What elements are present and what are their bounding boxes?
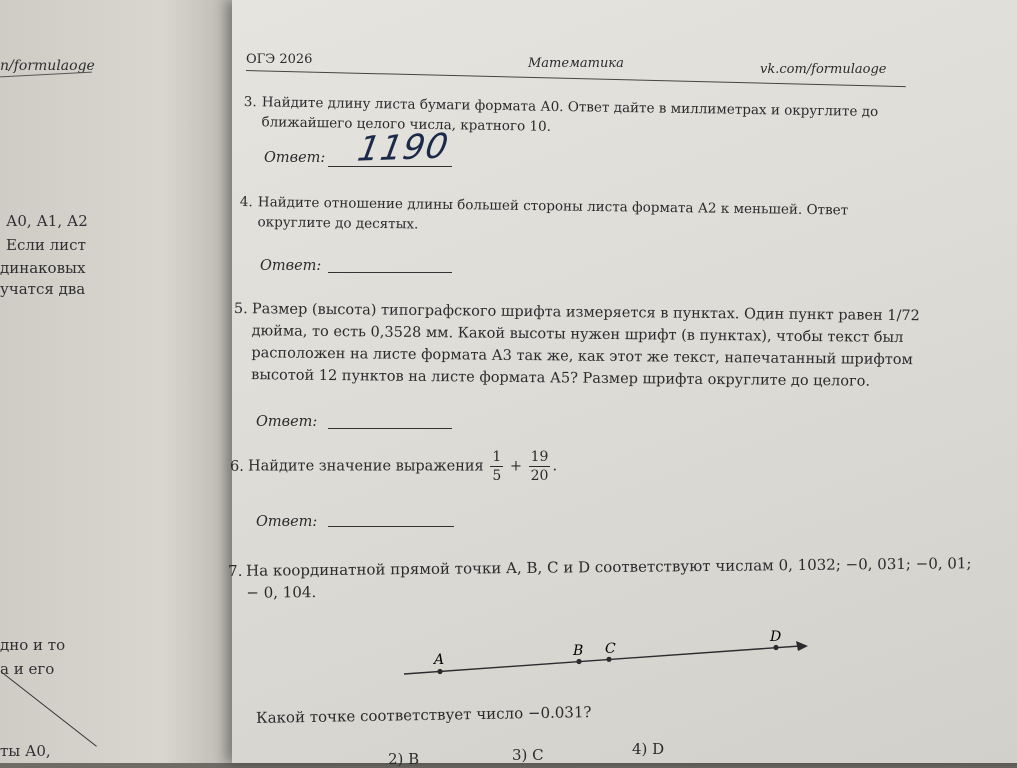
task-7	[228, 552, 972, 604]
task-7-line-1: На координатной прямой точки A, B, C и D соответствуют числам 0, 1032; −0, 031; −0, 01;	[246, 554, 972, 580]
task-7-number: 7.	[228, 561, 243, 580]
point-a-label: A	[434, 652, 445, 668]
task-5-line-4: высотой 12 пунктов на листе формата А5? Размер шрифта округлите до целого.	[251, 367, 871, 390]
point-d-label: D	[770, 630, 782, 645]
left-fragment-5: дно и то	[0, 636, 66, 654]
task-5-number: 5.	[233, 300, 248, 318]
task-7-line-2: − 0, 104.	[246, 583, 317, 602]
task-4-answer-line	[328, 272, 452, 273]
point-c	[606, 657, 611, 662]
left-page	[0, 0, 232, 763]
task-6-answer-line	[328, 526, 454, 527]
point-c-label: C	[605, 641, 616, 657]
point-a	[437, 669, 442, 674]
task-4	[239, 192, 848, 240]
task-3-answer-label: Ответ:	[264, 150, 326, 166]
task-6-text: Найдите значение выражения	[248, 458, 484, 475]
left-fragment-3: динаковых	[0, 259, 86, 277]
task-6-answer-label: Ответ:	[256, 514, 318, 530]
task-3	[243, 92, 878, 142]
fraction-2-denominator: 20	[530, 468, 549, 484]
task-4-number: 4.	[239, 193, 253, 211]
task-3-line-1: Найдите длину листа бумаги формата А0. Ответ дайте в миллиметрах и округлите до	[261, 94, 879, 120]
axis-arrow-icon	[796, 641, 808, 651]
task-4-answer-label: Ответ:	[260, 258, 322, 274]
task-7-question: Какой точке соответствует число −0.031?	[255, 703, 592, 727]
left-fragment-7: ты А0,	[0, 742, 51, 760]
task-3-handwritten-answer: 1190	[354, 126, 453, 170]
coordinate-axis	[404, 646, 800, 674]
task-3-line-2: ближайшего целого числа, кратного 10.	[261, 114, 552, 135]
left-fragment-1: А0, А1, А2	[6, 212, 88, 230]
fraction-2-numerator: 19	[530, 449, 549, 465]
header-subject: Математика	[528, 56, 624, 71]
task-7-option-3: 3) C	[512, 746, 544, 764]
left-page-link: n/formulaoge	[0, 58, 95, 74]
task-6-number: 6.	[230, 458, 244, 475]
point-b-label: B	[573, 643, 584, 659]
task-6-end: .	[552, 458, 558, 475]
task-5-line-3: расположен на листе формата А3 так же, как этот же текст, напечатанный шрифтом	[251, 345, 913, 369]
left-page-slash	[2, 672, 97, 747]
worksheet-page	[228, 0, 1017, 768]
task-5-answer-line	[328, 428, 452, 429]
point-d	[773, 645, 778, 650]
fraction-1-5	[490, 448, 503, 485]
task-3-number: 3.	[243, 93, 257, 111]
left-fragment-4: учатся два	[0, 280, 86, 298]
task-5-answer-label: Ответ:	[256, 414, 318, 430]
header-link: vk.com/formulaoge	[760, 62, 887, 77]
plus-sign: +	[509, 458, 522, 475]
point-b	[576, 659, 581, 664]
task-5	[233, 298, 920, 393]
fraction-1-denominator: 5	[492, 468, 502, 484]
coordinate-line	[402, 630, 822, 690]
fraction-1-numerator: 1	[492, 449, 502, 465]
task-4-line-2: округлите до десятых.	[257, 214, 419, 233]
task-5-line-1: Размер (высота) типографского шрифта измеряется в пунктах. Один пункт равен 1/72	[251, 301, 920, 325]
left-fragment-6: а и его	[0, 660, 55, 678]
left-fragment-2: Если лист	[6, 236, 86, 254]
task-7-option-4: 4) D	[632, 740, 665, 758]
task-5-line-2: дюйма, то есть 0,3528 мм. Какой высоты нужен шрифт (в пунктах), чтобы текст был	[251, 323, 904, 347]
task-4-line-1: Найдите отношение длины большей стороны листа формата А2 к меньшей. Ответ	[257, 194, 849, 219]
task-7-option-2: 2) B	[388, 750, 420, 768]
task-6	[230, 448, 557, 485]
header-exam: ОГЭ 2026	[246, 52, 313, 67]
fraction-19-20	[529, 448, 551, 485]
